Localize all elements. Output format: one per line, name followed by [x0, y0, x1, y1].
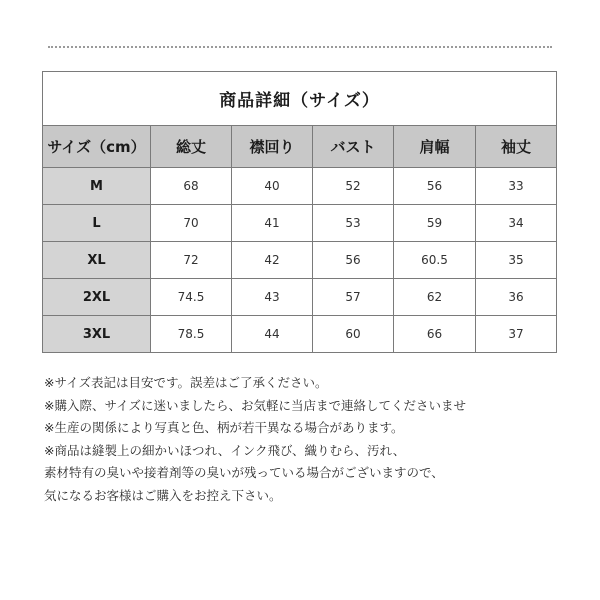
header-sleeve: 袖丈	[476, 126, 557, 168]
table-cell: 41	[232, 205, 313, 242]
table-cell: 56	[394, 168, 476, 205]
table-cell: 33	[476, 168, 557, 205]
table-cell: 56	[313, 242, 394, 279]
table-cell: 53	[313, 205, 394, 242]
note-line: ※サイズ表記は目安です。誤差はご了承ください。	[44, 375, 328, 390]
table-row	[43, 205, 557, 242]
table-row	[43, 168, 557, 205]
table-cell: 60	[313, 316, 394, 353]
table-cell: 36	[476, 279, 557, 316]
table-cell: 74.5	[151, 279, 232, 316]
table-cell: 59	[394, 205, 476, 242]
notes-block	[44, 372, 584, 507]
table-row	[43, 316, 557, 353]
header-neck: 襟回り	[232, 126, 313, 168]
table-row	[43, 279, 557, 316]
table-cell: 44	[232, 316, 313, 353]
header-shoulder: 肩幅	[394, 126, 476, 168]
size-label: XL	[43, 242, 151, 279]
size-label: 3XL	[43, 316, 151, 353]
table-cell: 43	[232, 279, 313, 316]
table-cell: 57	[313, 279, 394, 316]
header-row	[43, 126, 557, 168]
table-cell: 66	[394, 316, 476, 353]
table-cell: 60.5	[394, 242, 476, 279]
table-title: 商品詳細（サイズ）	[43, 72, 557, 126]
header-bust: バスト	[313, 126, 394, 168]
table-cell: 37	[476, 316, 557, 353]
title-row	[43, 72, 557, 126]
table-cell: 72	[151, 242, 232, 279]
table-cell: 70	[151, 205, 232, 242]
table-cell: 68	[151, 168, 232, 205]
header-total-length: 総丈	[151, 126, 232, 168]
table-cell: 35	[476, 242, 557, 279]
table-cell: 42	[232, 242, 313, 279]
table-cell: 40	[232, 168, 313, 205]
note-line: 気になるお客様はご購入をお控え下さい。	[44, 487, 282, 503]
table-cell: 34	[476, 205, 557, 242]
table-cell: 52	[313, 168, 394, 205]
header-size: サイズ（cm）	[43, 126, 151, 168]
size-chart-table	[42, 71, 557, 353]
note-line: ※購入際、サイズに迷いましたら、お気軽に当店まで連絡してくださいませ	[44, 397, 466, 413]
note-line: ※商品は縫製上の細かいほつれ、インク飛び、織りむら、汚れ、	[44, 442, 406, 458]
dotted-divider	[48, 46, 552, 48]
table-cell: 62	[394, 279, 476, 316]
table-row	[43, 242, 557, 279]
size-label: 2XL	[43, 279, 151, 316]
size-label: L	[43, 205, 151, 242]
size-label: M	[43, 168, 151, 205]
table-cell: 78.5	[151, 316, 232, 353]
note-line: 素材特有の臭いや接着剤等の臭いが残っている場合がございますので、	[44, 465, 444, 480]
note-line: ※生産の関係により写真と色、柄が若干異なる場合があります。	[44, 420, 404, 435]
